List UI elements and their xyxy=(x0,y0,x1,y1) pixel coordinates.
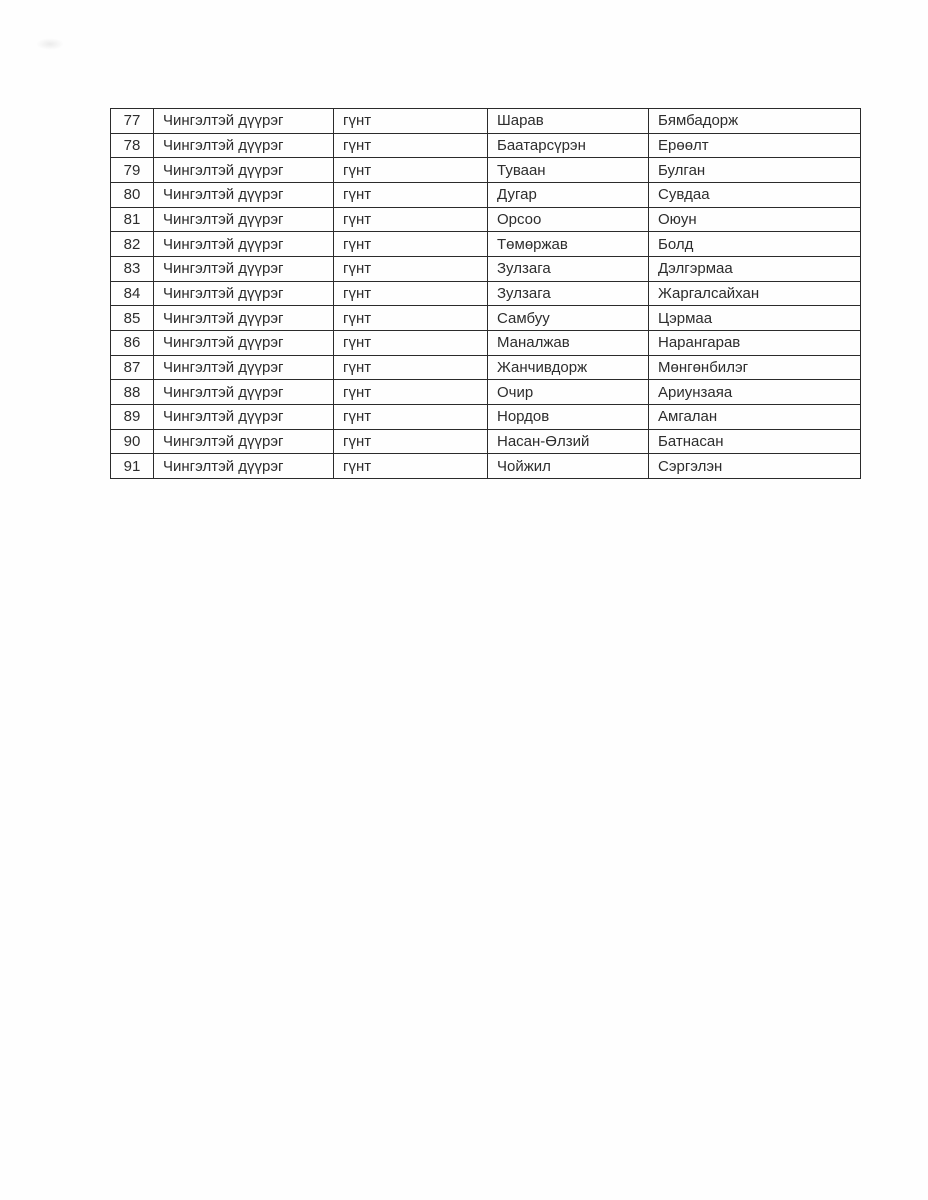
cell-given-name: Ариунзаяа xyxy=(649,380,861,405)
cell-settlement: гүнт xyxy=(334,306,488,331)
table-row xyxy=(111,429,861,454)
cell-number: 79 xyxy=(111,158,154,183)
cell-number: 89 xyxy=(111,404,154,429)
table-row xyxy=(111,133,861,158)
cell-settlement: гүнт xyxy=(334,109,488,134)
cell-settlement: гүнт xyxy=(334,454,488,479)
cell-district: Чингэлтэй дүүрэг xyxy=(154,109,334,134)
cell-given-name: Оюун xyxy=(649,207,861,232)
cell-given-name: Сувдаа xyxy=(649,182,861,207)
cell-settlement: гүнт xyxy=(334,281,488,306)
cell-surname: Зулзага xyxy=(488,256,649,281)
cell-given-name: Цэрмаа xyxy=(649,306,861,331)
cell-given-name: Ерөөлт xyxy=(649,133,861,158)
scan-smudge xyxy=(36,38,64,50)
cell-district: Чингэлтэй дүүрэг xyxy=(154,380,334,405)
cell-district: Чингэлтэй дүүрэг xyxy=(154,207,334,232)
cell-district: Чингэлтэй дүүрэг xyxy=(154,306,334,331)
table-row xyxy=(111,380,861,405)
cell-surname: Самбуу xyxy=(488,306,649,331)
cell-district: Чингэлтэй дүүрэг xyxy=(154,133,334,158)
cell-given-name: Бямбадорж xyxy=(649,109,861,134)
cell-given-name: Батнасан xyxy=(649,429,861,454)
cell-district: Чингэлтэй дүүрэг xyxy=(154,281,334,306)
cell-settlement: гүнт xyxy=(334,232,488,257)
cell-given-name: Нарангарав xyxy=(649,330,861,355)
table-row xyxy=(111,404,861,429)
table-row xyxy=(111,182,861,207)
cell-settlement: гүнт xyxy=(334,404,488,429)
cell-given-name: Жаргалсайхан xyxy=(649,281,861,306)
cell-number: 82 xyxy=(111,232,154,257)
cell-district: Чингэлтэй дүүрэг xyxy=(154,454,334,479)
cell-settlement: гүнт xyxy=(334,158,488,183)
cell-number: 87 xyxy=(111,355,154,380)
cell-surname: Шарав xyxy=(488,109,649,134)
table-row xyxy=(111,306,861,331)
cell-surname: Насан-Өлзий xyxy=(488,429,649,454)
cell-surname: Нордов xyxy=(488,404,649,429)
cell-surname: Очир xyxy=(488,380,649,405)
table-row xyxy=(111,330,861,355)
cell-given-name: Амгалан xyxy=(649,404,861,429)
cell-surname: Орсоо xyxy=(488,207,649,232)
cell-surname: Төмөржав xyxy=(488,232,649,257)
cell-district: Чингэлтэй дүүрэг xyxy=(154,429,334,454)
cell-number: 78 xyxy=(111,133,154,158)
records-table xyxy=(110,108,861,479)
cell-settlement: гүнт xyxy=(334,256,488,281)
cell-number: 80 xyxy=(111,182,154,207)
cell-settlement: гүнт xyxy=(334,380,488,405)
cell-number: 83 xyxy=(111,256,154,281)
cell-settlement: гүнт xyxy=(334,207,488,232)
cell-given-name: Сэргэлэн xyxy=(649,454,861,479)
cell-district: Чингэлтэй дүүрэг xyxy=(154,232,334,257)
cell-given-name: Болд xyxy=(649,232,861,257)
cell-given-name: Дэлгэрмаа xyxy=(649,256,861,281)
cell-surname: Маналжав xyxy=(488,330,649,355)
cell-district: Чингэлтэй дүүрэг xyxy=(154,404,334,429)
cell-district: Чингэлтэй дүүрэг xyxy=(154,182,334,207)
cell-surname: Жанчивдорж xyxy=(488,355,649,380)
cell-number: 91 xyxy=(111,454,154,479)
table-row xyxy=(111,454,861,479)
table-row xyxy=(111,158,861,183)
table-row xyxy=(111,256,861,281)
cell-settlement: гүнт xyxy=(334,182,488,207)
cell-district: Чингэлтэй дүүрэг xyxy=(154,330,334,355)
cell-given-name: Мөнгөнбилэг xyxy=(649,355,861,380)
cell-number: 81 xyxy=(111,207,154,232)
cell-given-name: Булган xyxy=(649,158,861,183)
table-row xyxy=(111,207,861,232)
cell-number: 88 xyxy=(111,380,154,405)
cell-settlement: гүнт xyxy=(334,429,488,454)
records-table-body xyxy=(111,109,861,479)
table-row xyxy=(111,355,861,380)
table-row xyxy=(111,281,861,306)
table-row xyxy=(111,232,861,257)
cell-number: 84 xyxy=(111,281,154,306)
table-row xyxy=(111,109,861,134)
cell-surname: Баатарсүрэн xyxy=(488,133,649,158)
cell-surname: Дугар xyxy=(488,182,649,207)
cell-settlement: гүнт xyxy=(334,133,488,158)
cell-district: Чингэлтэй дүүрэг xyxy=(154,355,334,380)
cell-number: 77 xyxy=(111,109,154,134)
cell-surname: Чойжил xyxy=(488,454,649,479)
cell-number: 90 xyxy=(111,429,154,454)
cell-district: Чингэлтэй дүүрэг xyxy=(154,256,334,281)
cell-settlement: гүнт xyxy=(334,355,488,380)
cell-number: 86 xyxy=(111,330,154,355)
cell-surname: Туваан xyxy=(488,158,649,183)
cell-district: Чингэлтэй дүүрэг xyxy=(154,158,334,183)
cell-number: 85 xyxy=(111,306,154,331)
cell-settlement: гүнт xyxy=(334,330,488,355)
cell-surname: Зулзага xyxy=(488,281,649,306)
